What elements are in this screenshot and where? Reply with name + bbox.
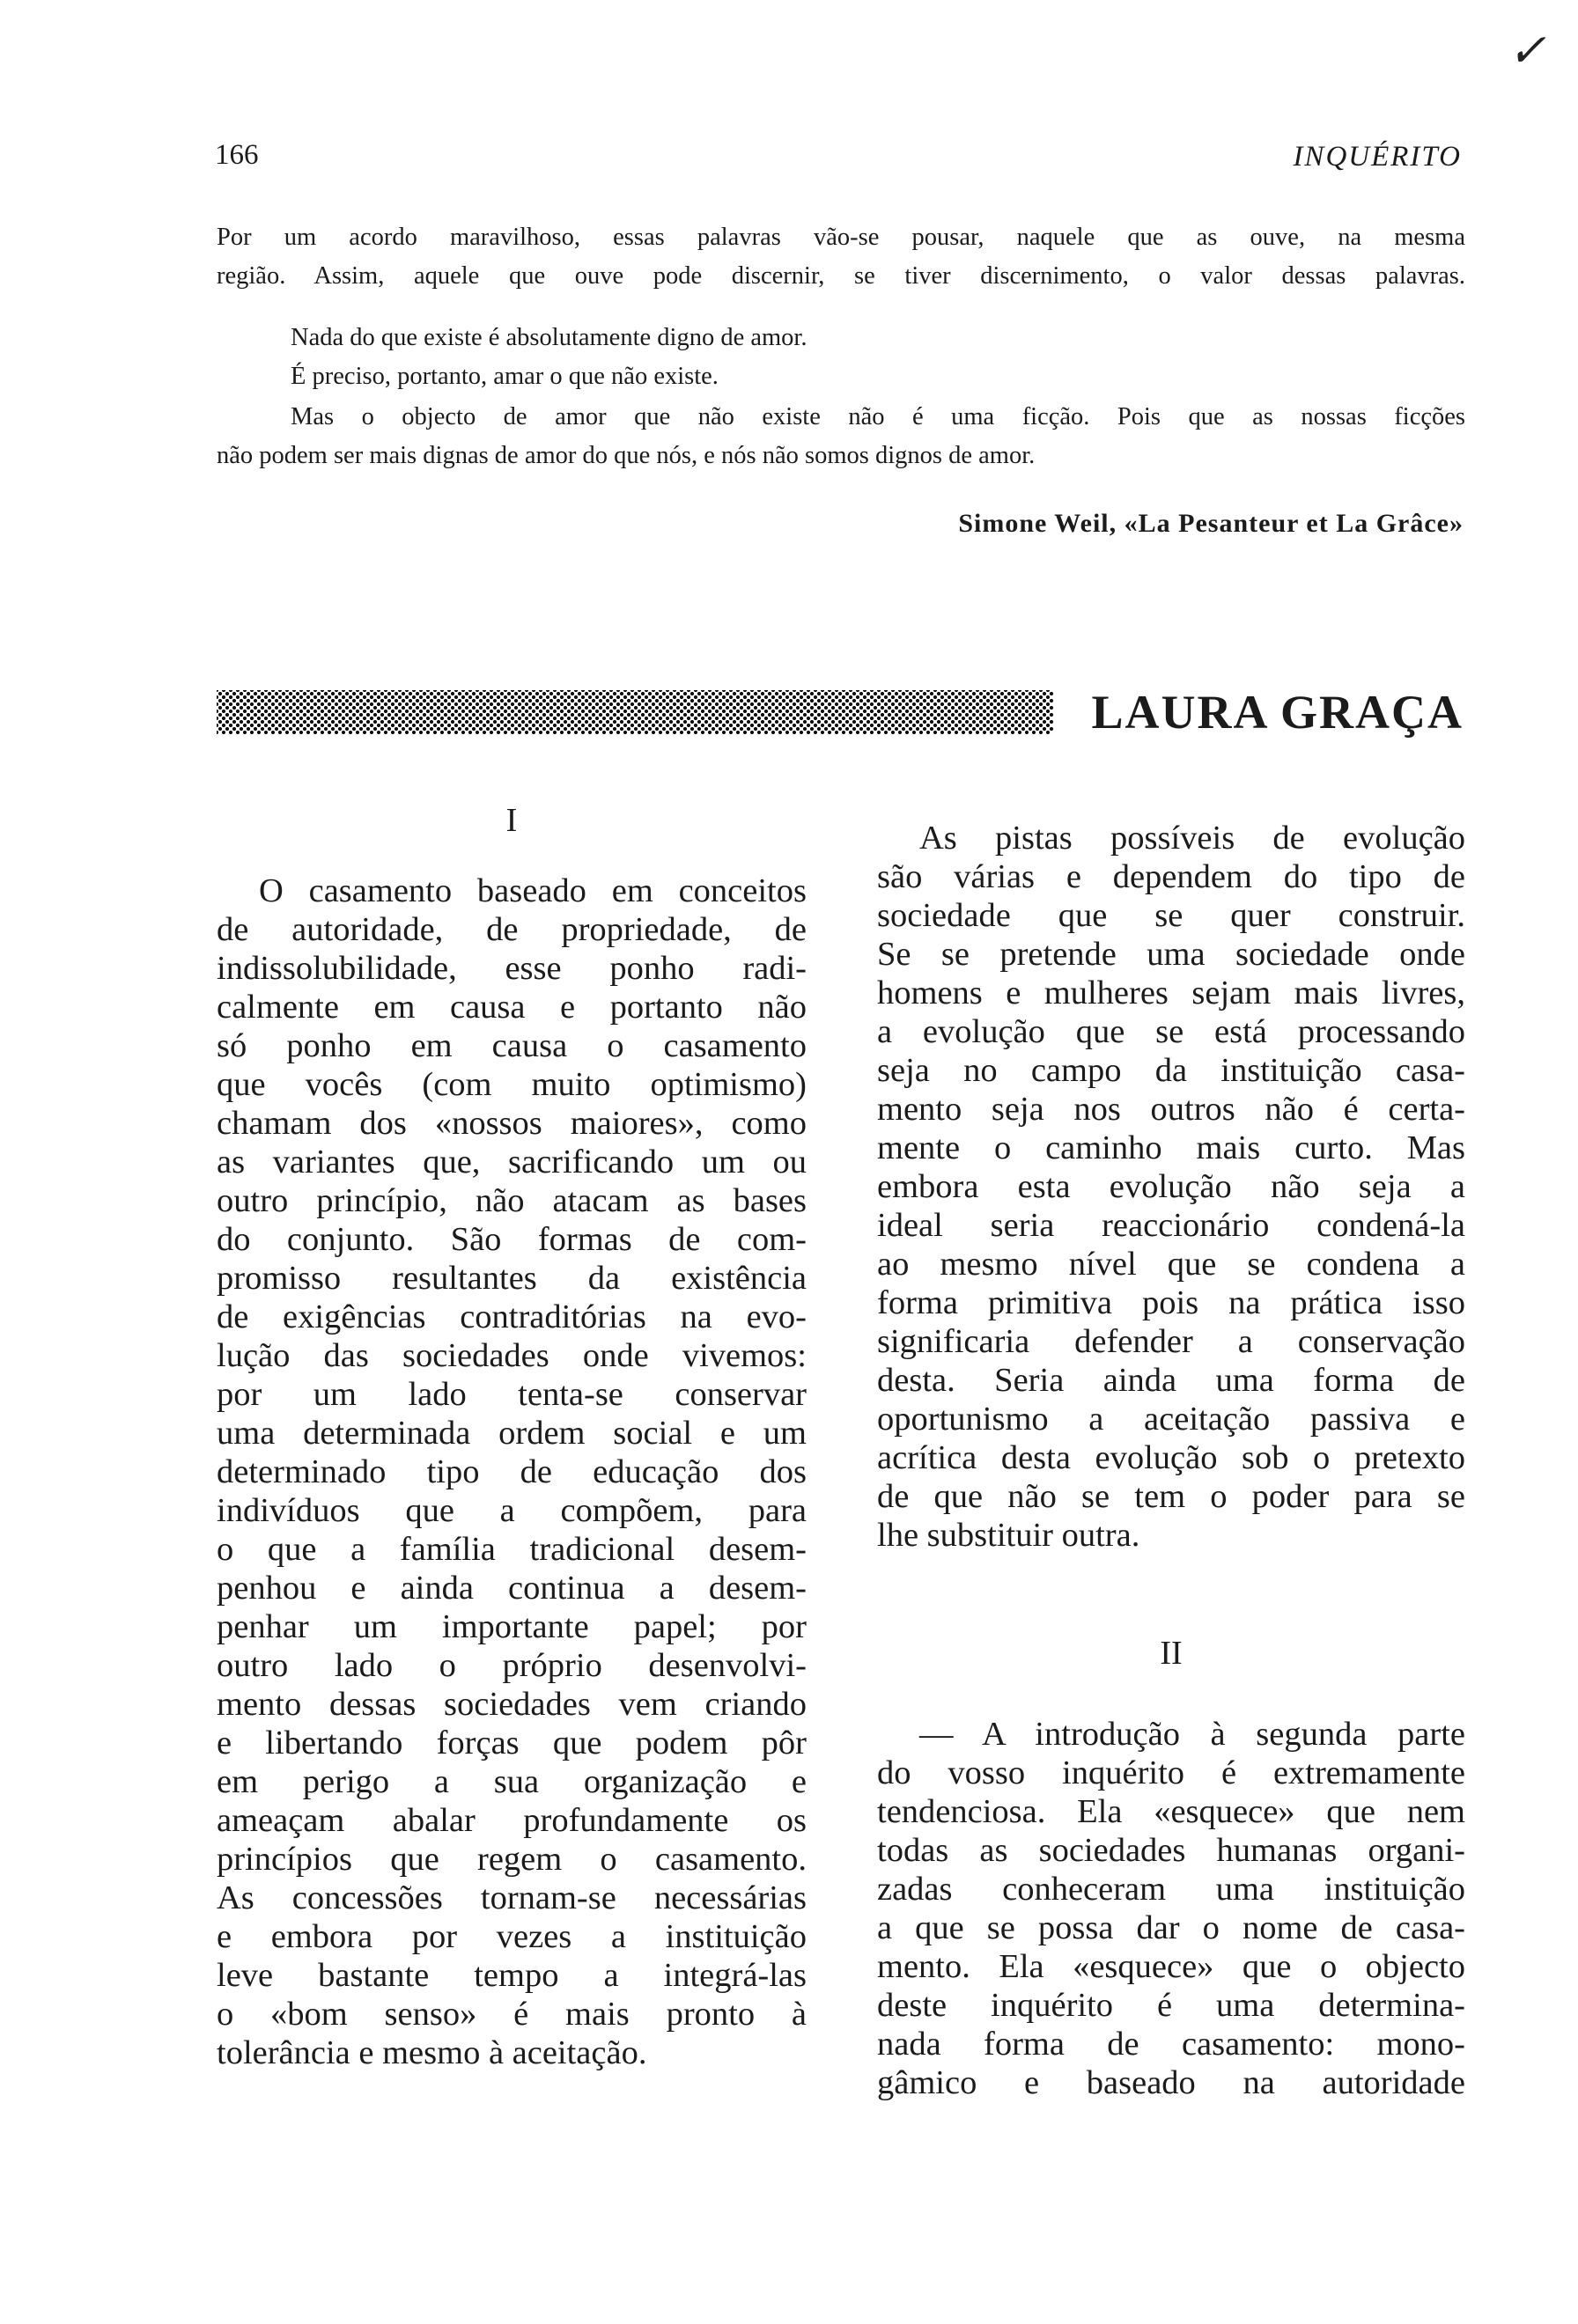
text-line: As concessões tornam-se necessárias	[217, 1879, 807, 1916]
text-line: e embora por vezes a instituição	[217, 1918, 807, 1955]
text-line: lhe substituir outra.	[877, 1517, 1140, 1554]
text-line: — A introdução à segunda parte	[919, 1716, 1465, 1753]
author-name: LAURA GRAÇA	[1091, 686, 1464, 739]
text-line: mento dessas sociedades vem criando	[217, 1686, 807, 1723]
text-line: outro princípio, não atacam as bases	[217, 1182, 807, 1219]
text-line: a que se possa dar o nome de casa-	[877, 1909, 1465, 1946]
text-line: seja no campo da instituição casa-	[877, 1052, 1465, 1089]
epigraph-line-2: região. Assim, aquele que ouve pode discernir, se tiver discernimento, o valor dessas palavras.	[217, 262, 1465, 290]
text-line: de autoridade, de propriedade, de	[217, 911, 807, 948]
text-line: zadas conheceram uma instituição	[877, 1871, 1465, 1908]
text-line: de exigências contraditórias na evo-	[217, 1298, 807, 1335]
epigraph-line-3: Nada do que existe é absolutamente digno de amor.	[291, 324, 807, 351]
text-line: as variantes que, sacrificando um ou	[217, 1144, 807, 1180]
text-line: indissolubilidade, esse ponho radi-	[217, 950, 807, 987]
text-line: determinado tipo de educação dos	[217, 1453, 807, 1490]
epigraph-line-1: Por um acordo maravilhoso, essas palavras vão-se pousar, naquele que as ouve, na mesma	[217, 224, 1465, 251]
text-line: princípios que regem o casamento.	[217, 1841, 807, 1878]
text-line: penhar um importante papel; por	[217, 1608, 807, 1645]
text-line: leve bastante tempo a integrá-las	[217, 1957, 807, 1994]
text-line: embora esta evolução não seja a	[877, 1168, 1465, 1205]
text-line: sociedade que se quer construir.	[877, 897, 1465, 934]
text-line: significaria defender a conservação	[877, 1323, 1465, 1360]
text-line: ideal seria reaccionário condená-la	[877, 1207, 1465, 1244]
text-line: do conjunto. São formas de com-	[217, 1221, 807, 1258]
text-line: nada forma de casamento: mono-	[877, 2026, 1465, 2063]
text-line: As pistas possíveis de evolução	[919, 820, 1465, 857]
text-line: desta. Seria ainda uma forma de	[877, 1362, 1465, 1399]
text-line: calmente em causa e portanto não	[217, 989, 807, 1026]
left-column	[217, 872, 807, 2072]
text-line: O casamento baseado em conceitos	[259, 872, 807, 909]
text-line: ameaçam abalar profundamente os	[217, 1802, 807, 1839]
epigraph-line-4: É preciso, portanto, amar o que não existe.	[291, 363, 719, 390]
text-line: mento. Ela «esquece» que o objecto	[877, 1948, 1465, 1985]
text-line: do vosso inquérito é extremamente	[877, 1754, 1465, 1791]
running-title: INQUÉRITO	[1293, 141, 1462, 173]
text-line: Se se pretende uma sociedade onde	[877, 936, 1465, 973]
text-line: por um lado tenta-se conservar	[217, 1376, 807, 1413]
text-line: outro lado o próprio desenvolvi-	[217, 1647, 807, 1684]
text-line: o «bom senso» é mais pronto à	[217, 1996, 807, 2033]
text-line: gâmico e baseado na autoridade	[877, 2064, 1465, 2101]
text-line: ao mesmo nível que se condena a	[877, 1246, 1465, 1283]
page-number: 166	[215, 139, 259, 171]
text-line: em perigo a sua organização e	[217, 1763, 807, 1800]
section-number-2: II	[1160, 1635, 1183, 1672]
text-line: que vocês (com muito optimismo)	[217, 1066, 807, 1103]
text-line: são várias e dependem do tipo de	[877, 858, 1465, 895]
text-line: só ponho em causa o casamento	[217, 1027, 807, 1064]
right-column-section-2	[877, 1715, 1465, 2102]
text-line: forma primitiva pois na prática isso	[877, 1284, 1465, 1321]
text-line: todas as sociedades humanas organi-	[877, 1832, 1465, 1869]
epigraph-line-6: não podem ser mais dignas de amor do que nós, e nós não somos dignos de amor.	[217, 442, 1036, 469]
text-line: e libertando forças que podem pôr	[217, 1725, 807, 1761]
handwritten-check-mark: ✓	[1508, 26, 1546, 77]
text-line: lução das sociedades onde vivemos:	[217, 1337, 807, 1374]
text-line: mento seja nos outros não é certa-	[877, 1091, 1465, 1128]
epigraph-attribution: Simone Weil, «La Pesanteur et La Grâce»	[958, 509, 1464, 538]
epigraph-line-5: Mas o objecto de amor que não existe não é uma ficção. Pois que as nossas ficções	[291, 403, 1465, 430]
text-line: tolerância e mesmo à aceitação.	[217, 2034, 647, 2071]
text-line: penhou e ainda continua a desem-	[217, 1570, 807, 1607]
text-line: a evolução que se está processando	[877, 1013, 1465, 1050]
text-line: de que não se tem o poder para se	[877, 1478, 1465, 1515]
text-line: deste inquérito é uma determina-	[877, 1987, 1465, 2024]
text-line: promisso resultantes da existência	[217, 1260, 807, 1297]
text-line: acrítica desta evolução sob o pretexto	[877, 1439, 1465, 1476]
text-line: indivíduos que a compõem, para	[217, 1492, 807, 1529]
text-line: homens e mulheres sejam mais livres,	[877, 974, 1465, 1011]
text-line: uma determinada ordem social e um	[217, 1415, 807, 1452]
text-line: mente o caminho mais curto. Mas	[877, 1129, 1465, 1166]
text-line: oportunismo a aceitação passiva e	[877, 1401, 1465, 1438]
text-line: tendenciosa. Ela «esquece» que nem	[877, 1793, 1465, 1830]
right-column	[877, 819, 1465, 1555]
text-line: o que a família tradicional desem-	[217, 1531, 807, 1568]
section-number-1: I	[505, 802, 518, 839]
decorative-dot-pattern	[217, 690, 1053, 734]
text-line: chamam dos «nossos maiores», como	[217, 1105, 807, 1142]
